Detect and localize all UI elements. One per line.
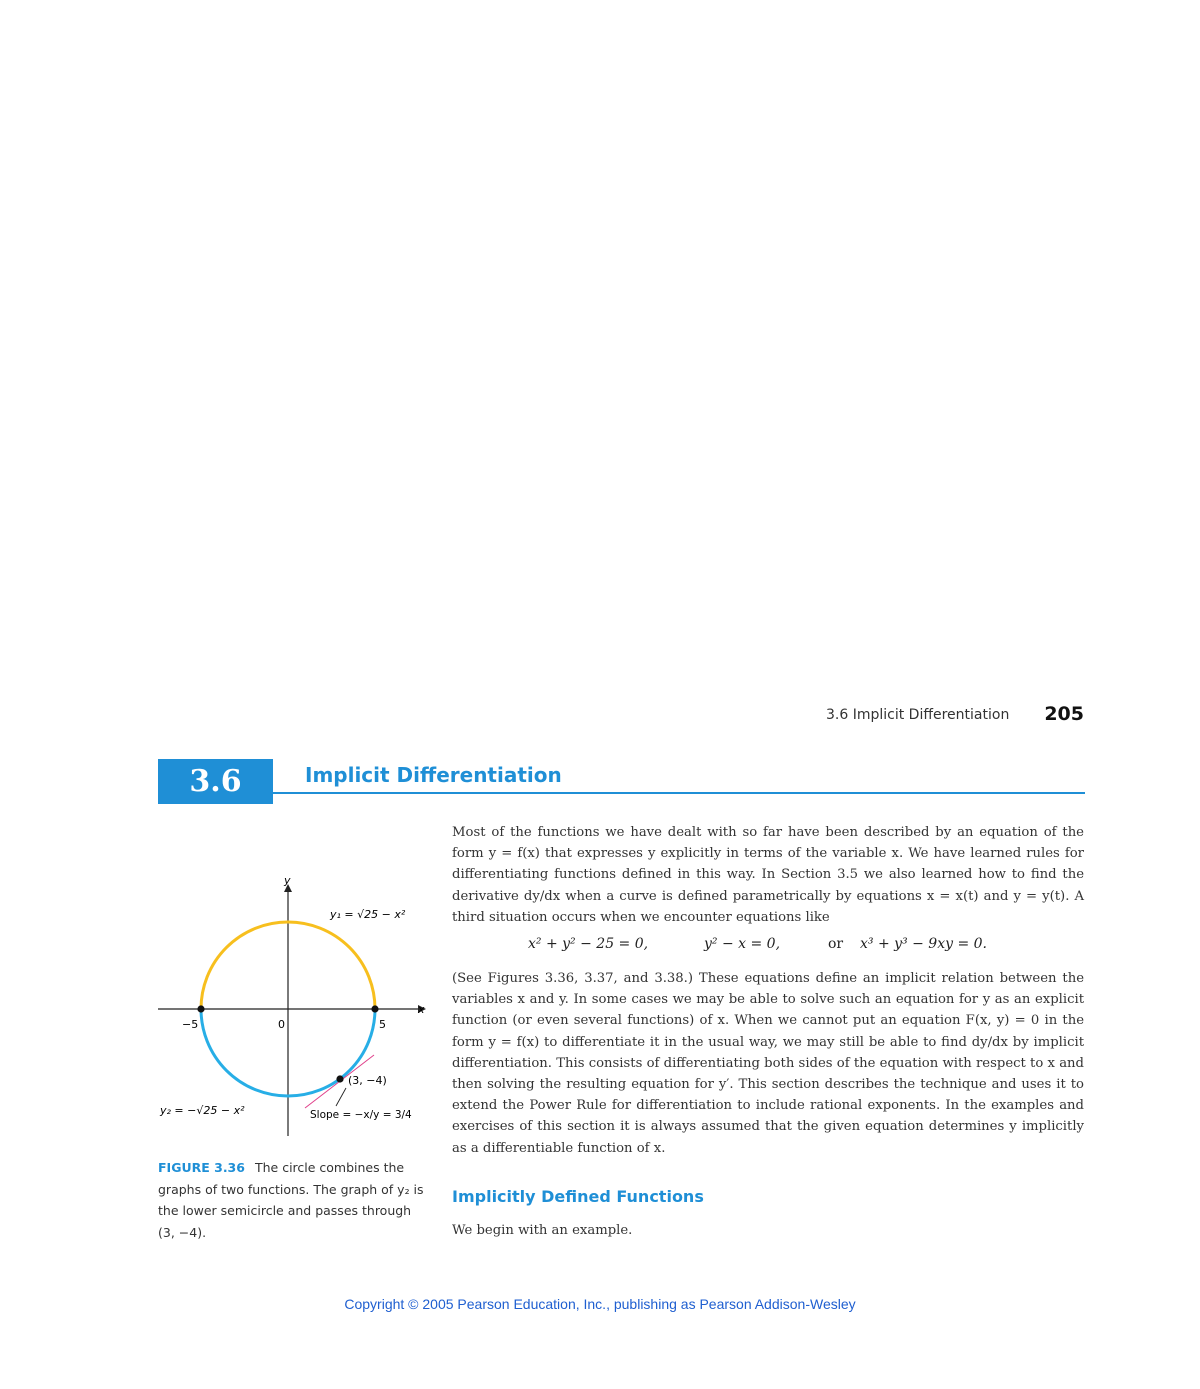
- equation-or: or: [828, 936, 844, 952]
- equation-3: x³ + y³ − 9xy = 0.: [860, 936, 987, 952]
- page-number: 205: [1044, 703, 1084, 725]
- tick-label-pos5: 5: [379, 1018, 386, 1031]
- subheading: Implicitly Defined Functions: [452, 1187, 704, 1206]
- y-axis-label: y: [284, 874, 291, 887]
- y1-label: y₁ = √25 − x²: [330, 908, 406, 921]
- tick-label-neg5: −5: [182, 1018, 199, 1031]
- y2-label: y₂ = −√25 − x²: [160, 1104, 245, 1117]
- running-head: [826, 703, 1084, 727]
- point-neg5: [197, 1005, 204, 1012]
- figure-caption-text: The circle combines the graphs of two functions. The graph of y₂ is the lower semicircle and passes through (3, −4).: [158, 1160, 424, 1240]
- figure-caption-label: FIGURE 3.36: [158, 1160, 245, 1175]
- section-title: Implicit Differentiation: [305, 763, 562, 787]
- running-head-section: 3.6 Implicit Differentiation: [826, 707, 1010, 723]
- paragraph-3: We begin with an example.: [452, 1223, 633, 1238]
- copyright-notice: Copyright © 2005 Pearson Education, Inc., publishing as Pearson Addison-Wesley: [344, 1296, 856, 1312]
- point-label: (3, −4): [348, 1074, 387, 1087]
- equation-1: x² + y² − 25 = 0,: [528, 936, 649, 952]
- tick-label-zero: 0: [278, 1018, 285, 1031]
- point-leader: [336, 1088, 346, 1106]
- point-pos5: [371, 1005, 378, 1012]
- paragraph-2: (See Figures 3.36, 3.37, and 3.38.) These equations define an implicit relation between the variables x and y. In some cases we may be able to solve such an equation for y as an explicit function (or even several functions) of x. When we cannot put an equation F(x, y) = 0 in the form y = f(x) to differentiate it in the usual way, we may still be able to find dy/dx by implicit differentiation. This consists of differentiating both sides of the equation with respect to x and then solving the resulting equation for y′. This section describes the technique and uses it to extend the Power Rule for differentiation to include rational exponents. In the examples and exercises of this section it is always assumed that the given equation determines y implicitly as a differentiable function of x.: [452, 971, 1084, 1156]
- x-axis-label: x: [418, 1003, 425, 1016]
- section-number-box: 3.6: [158, 759, 273, 804]
- figure-caption: [158, 1157, 430, 1243]
- slope-label: Slope = −x/y = 3/4: [310, 1109, 412, 1121]
- equation-2: y² − x = 0,: [704, 936, 781, 952]
- section-rule: [273, 792, 1085, 794]
- circle-figure: [150, 870, 440, 1150]
- point-3-neg4: [336, 1075, 343, 1082]
- paragraph-1: Most of the functions we have dealt with so far have been described by an equation of the form y = f(x) that expresses y explicitly in terms of the variable x. We have learned rules for differentiating functions defined in this way. In Section 3.5 we also learned how to find the derivative dy/dx when a curve is defined parametrically by equations x = x(t) and y = y(t). A third situation occurs when we encounter equations like: [452, 825, 1084, 925]
